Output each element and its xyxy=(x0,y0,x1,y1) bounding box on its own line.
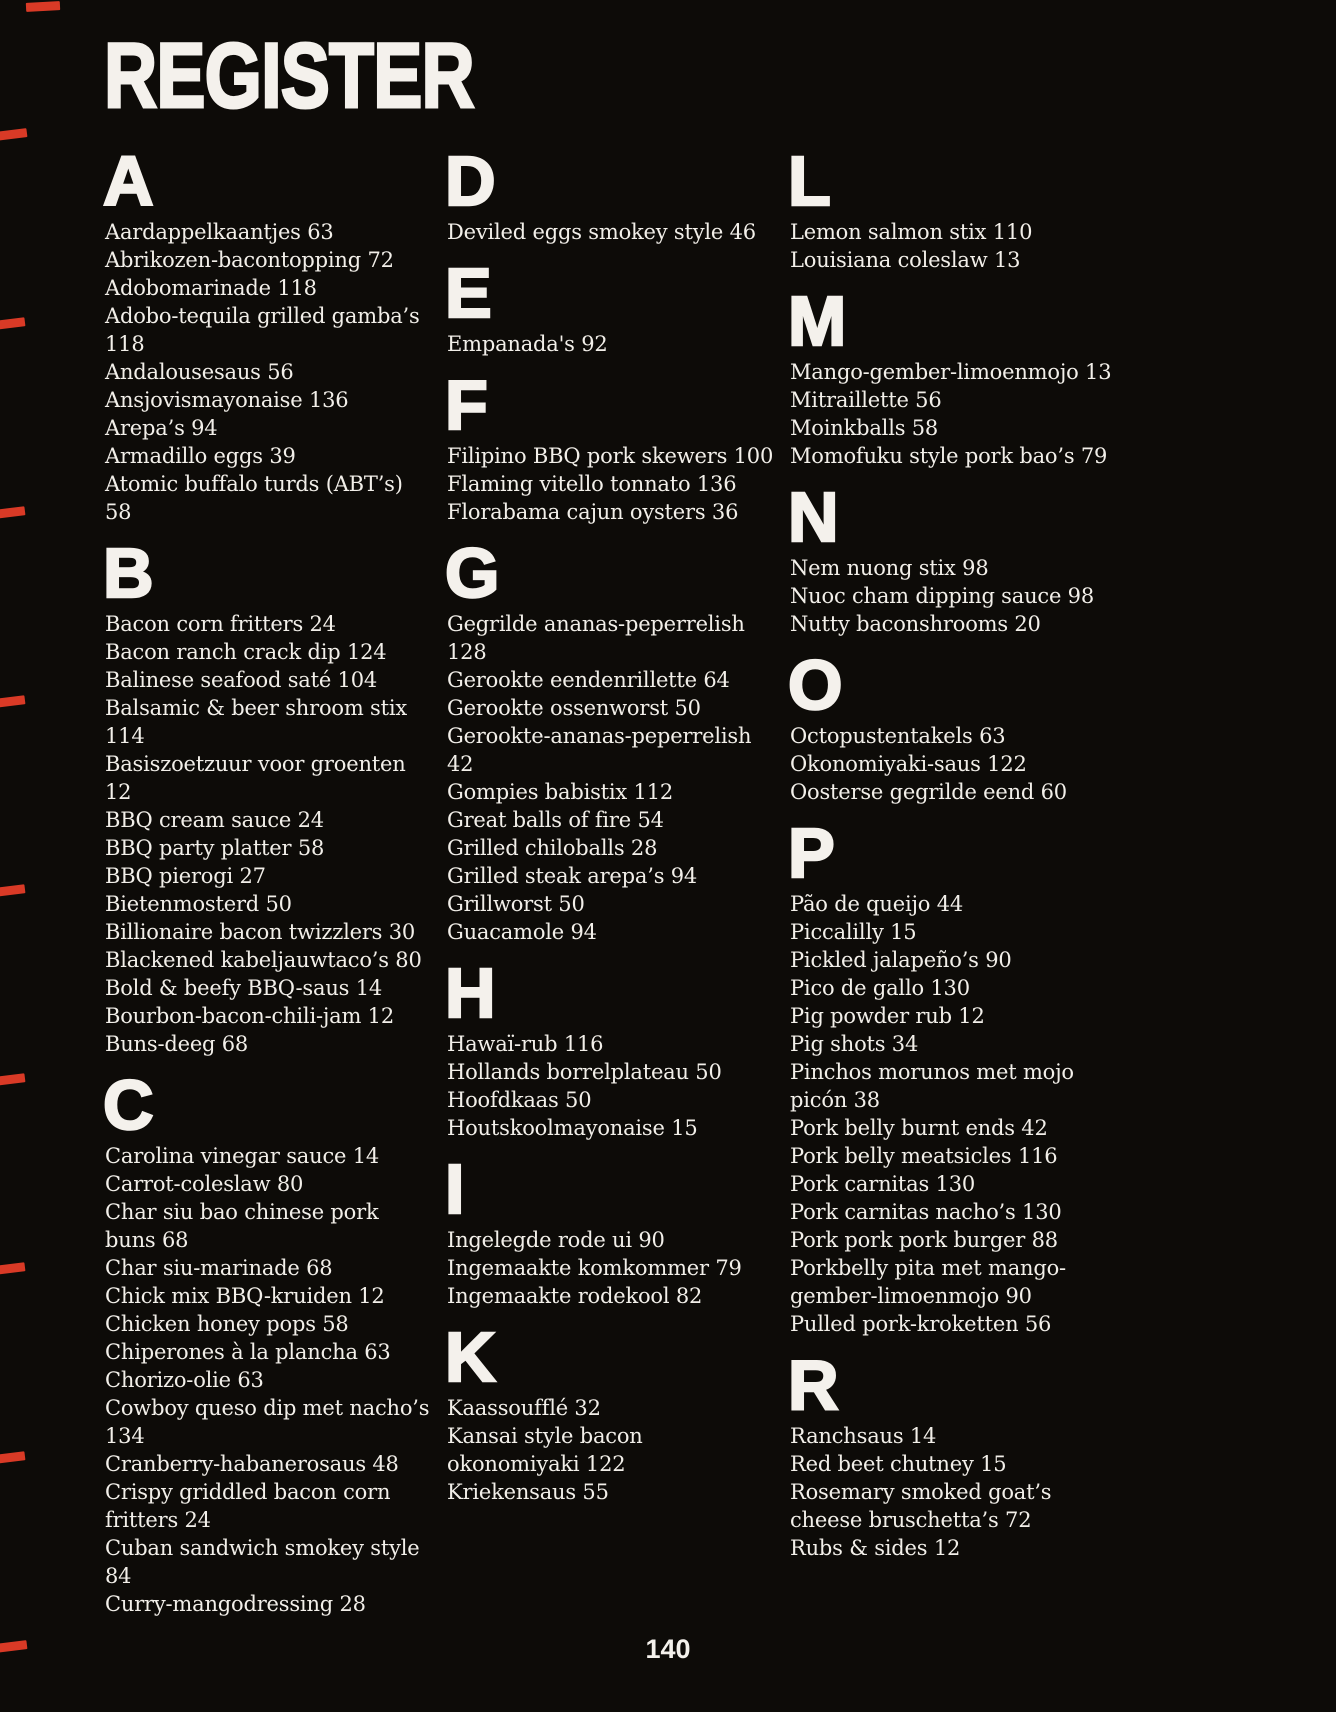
index-entry: Aardappelkaantjes 63 xyxy=(105,220,334,244)
index-entry: Carrot-coleslaw 80 xyxy=(105,1172,304,1196)
page-edge-mark xyxy=(0,695,25,708)
index-entry: Ingelegde rode ui 90 xyxy=(447,1228,665,1252)
index-entry: Pig shots 34 xyxy=(790,1032,919,1056)
page-edge-mark xyxy=(0,1262,25,1275)
section-letter: C xyxy=(103,1066,154,1144)
index-entry: Hawaï-rub 116 xyxy=(447,1032,604,1056)
page-edge-mark xyxy=(0,1451,25,1464)
index-section-i xyxy=(445,1150,790,1310)
section-letter: M xyxy=(788,282,847,360)
index-entry: Louisiana coleslaw 13 xyxy=(790,248,1021,272)
section-letter: P xyxy=(788,814,835,892)
index-entry: Basiszoetzuur voor groenten 12 xyxy=(105,752,406,804)
index-entry: Ingemaakte komkommer 79 xyxy=(447,1256,742,1280)
index-entry: Pork pork pork burger 88 xyxy=(790,1228,1058,1252)
index-entry: Octopustentakels 63 xyxy=(790,724,1006,748)
index-entry: Pinchos morunos met mojo picón 38 xyxy=(790,1060,1074,1112)
index-section-n xyxy=(788,478,1136,638)
index-column-1 xyxy=(103,142,447,1618)
index-section-h xyxy=(445,954,790,1142)
index-section-l xyxy=(788,142,1136,274)
index-entry: Houtskoolmayonaise 15 xyxy=(447,1116,698,1140)
index-entry: Balinese seafood saté 104 xyxy=(105,668,378,692)
index-entry: Balsamic & beer shroom stix 114 xyxy=(105,696,408,748)
page-number: 140 xyxy=(645,1634,691,1664)
index-entry: Grillworst 50 xyxy=(447,892,585,916)
index-section-f xyxy=(445,366,790,526)
index-entry: Nutty baconshrooms 20 xyxy=(790,612,1041,636)
index-entry: Mitraillette 56 xyxy=(790,388,942,412)
index-entry: Andalousesaus 56 xyxy=(105,360,294,384)
page-edge-mark xyxy=(0,317,25,330)
index-entry: Armadillo eggs 39 xyxy=(105,444,296,468)
index-section-e xyxy=(445,254,790,358)
section-letter: K xyxy=(445,1318,496,1396)
index-entry: Florabama cajun oysters 36 xyxy=(447,500,739,524)
page-edge-mark xyxy=(0,1073,25,1086)
index-entry: Chick mix BBQ-kruiden 12 xyxy=(105,1284,385,1308)
index-entry: Momofuku style pork bao’s 79 xyxy=(790,444,1108,468)
index-entry: Great balls of fire 54 xyxy=(447,808,664,832)
section-letter: F xyxy=(445,366,488,444)
index-entry: Carolina vinegar sauce 14 xyxy=(105,1144,380,1168)
index-entry: Hoofdkaas 50 xyxy=(447,1088,592,1112)
index-entry: Atomic buffalo turds (ABT’s) 58 xyxy=(105,472,403,524)
index-entry: Blackened kabeljauwtaco’s 80 xyxy=(105,948,422,972)
index-entry: Pork belly meatsicles 116 xyxy=(790,1144,1058,1168)
page-title: REGISTER xyxy=(104,25,474,127)
index-section-g xyxy=(445,534,790,946)
section-letter: O xyxy=(788,646,843,724)
index-entry: Curry-mangodressing 28 xyxy=(105,1592,366,1616)
section-letter: D xyxy=(445,142,496,220)
index-entry: Cowboy queso dip met nacho’s 134 xyxy=(105,1396,430,1448)
index-entry: Guacamole 94 xyxy=(447,920,597,944)
index-column-3 xyxy=(788,142,1136,1562)
index-entry: Chiperones à la plancha 63 xyxy=(105,1340,391,1364)
index-section-o xyxy=(788,646,1136,806)
index-entry: Abrikozen-bacontopping 72 xyxy=(105,248,394,272)
section-letter: B xyxy=(103,534,154,612)
index-section-a xyxy=(103,142,447,526)
index-section-c xyxy=(103,1066,447,1618)
index-entry: Pão de queijo 44 xyxy=(790,892,964,916)
index-entry: Deviled eggs smokey style 46 xyxy=(447,220,756,244)
index-entry: Rubs & sides 12 xyxy=(790,1536,961,1560)
index-columns xyxy=(103,142,1136,1618)
section-letter: N xyxy=(788,478,839,556)
index-entry: Gerookte-ananas-peperrelish 42 xyxy=(447,724,752,776)
index-entry: Pickled jalapeño’s 90 xyxy=(790,948,1012,972)
index-entry: Buns-deeg 68 xyxy=(105,1032,249,1056)
section-letter: G xyxy=(445,534,500,612)
index-entry: Chorizo-olie 63 xyxy=(105,1368,264,1392)
index-entry: Pulled pork-kroketten 56 xyxy=(790,1312,1052,1336)
index-entry: Flaming vitello tonnato 136 xyxy=(447,472,737,496)
page-edge-mark xyxy=(26,1,60,12)
index-entry: BBQ cream sauce 24 xyxy=(105,808,324,832)
index-entry: Grilled chiloballs 28 xyxy=(447,836,658,860)
index-entry: Ingemaakte rodekool 82 xyxy=(447,1284,703,1308)
section-letter: R xyxy=(788,1346,839,1424)
index-entry: BBQ party platter 58 xyxy=(105,836,325,860)
section-letter: L xyxy=(788,142,831,220)
index-entry: Cuban sandwich smokey style 84 xyxy=(105,1536,420,1588)
index-entry: Kansai style bacon okonomiyaki 122 xyxy=(447,1424,643,1476)
index-entry: Ranchsaus 14 xyxy=(790,1424,937,1448)
page-edge-mark xyxy=(0,884,25,897)
index-entry: Lemon salmon stix 110 xyxy=(790,220,1033,244)
index-entry: Nuoc cham dipping sauce 98 xyxy=(790,584,1094,608)
section-letter: H xyxy=(445,954,496,1032)
index-entry: Ansjovismayonaise 136 xyxy=(105,388,349,412)
section-letter: E xyxy=(445,254,492,332)
index-entry: Pork carnitas nacho’s 130 xyxy=(790,1200,1062,1224)
index-entry: Piccalilly 15 xyxy=(790,920,917,944)
index-entry: Pico de gallo 130 xyxy=(790,976,970,1000)
index-entry: Billionaire bacon twizzlers 30 xyxy=(105,920,416,944)
index-entry: Crispy griddled bacon corn fritters 24 xyxy=(105,1480,391,1532)
index-entry: Bold & beefy BBQ-saus 14 xyxy=(105,976,383,1000)
index-section-k xyxy=(445,1318,790,1506)
index-entry: Gompies babistix 112 xyxy=(447,780,674,804)
index-entry: Mango-gember-limoenmojo 13 xyxy=(790,360,1112,384)
index-entry: Bacon corn fritters 24 xyxy=(105,612,336,636)
index-entry: Grilled steak arepa’s 94 xyxy=(447,864,698,888)
index-entry: Nem nuong stix 98 xyxy=(790,556,989,580)
index-entry: Okonomiyaki-saus 122 xyxy=(790,752,1027,776)
index-entry: Gegrilde ananas-peperrelish 128 xyxy=(447,612,745,664)
index-entry: Adobomarinade 118 xyxy=(105,276,317,300)
index-entry: Bietenmosterd 50 xyxy=(105,892,292,916)
index-section-d xyxy=(445,142,790,246)
index-entry: BBQ pierogi 27 xyxy=(105,864,266,888)
index-entry: Pork carnitas 130 xyxy=(790,1172,976,1196)
index-entry: Oosterse gegrilde eend 60 xyxy=(790,780,1067,804)
index-entry: Filipino BBQ pork skewers 100 xyxy=(447,444,774,468)
section-letter: A xyxy=(103,142,154,220)
index-entry: Empanada's 92 xyxy=(447,332,608,356)
index-section-m xyxy=(788,282,1136,470)
index-entry: Red beet chutney 15 xyxy=(790,1452,1007,1476)
index-entry: Pork belly burnt ends 42 xyxy=(790,1116,1048,1140)
index-column-2 xyxy=(445,142,790,1506)
index-entry: Pig powder rub 12 xyxy=(790,1004,985,1028)
index-section-p xyxy=(788,814,1136,1338)
index-section-r xyxy=(788,1346,1136,1562)
index-entry: Adobo-tequila grilled gamba’s 118 xyxy=(105,304,420,356)
index-entry: Kriekensaus 55 xyxy=(447,1480,609,1504)
index-entry: Char siu bao chinese pork buns 68 xyxy=(105,1200,379,1252)
section-letter: I xyxy=(445,1150,465,1228)
index-entry: Rosemary smoked goat’s cheese bruschetta’s 72 xyxy=(790,1480,1052,1532)
index-entry: Hollands borrelplateau 50 xyxy=(447,1060,722,1084)
index-entry: Gerookte ossenworst 50 xyxy=(447,696,701,720)
page-edge-mark xyxy=(0,506,25,519)
index-entry: Bourbon-bacon-chili-jam 12 xyxy=(105,1004,395,1028)
index-entry: Chicken honey pops 58 xyxy=(105,1312,349,1336)
index-entry: Kaassoufflé 32 xyxy=(447,1396,601,1420)
index-entry: Bacon ranch crack dip 124 xyxy=(105,640,387,664)
index-entry: Porkbelly pita met mango-gember-limoenmojo 90 xyxy=(790,1256,1066,1308)
index-entry: Moinkballs 58 xyxy=(790,416,939,440)
page-edge-mark xyxy=(0,128,27,141)
index-entry: Cranberry-habanerosaus 48 xyxy=(105,1452,399,1476)
index-section-b xyxy=(103,534,447,1058)
index-entry: Char siu-marinade 68 xyxy=(105,1256,333,1280)
index-entry: Arepa’s 94 xyxy=(105,416,218,440)
index-entry: Gerookte eendenrillette 64 xyxy=(447,668,730,692)
